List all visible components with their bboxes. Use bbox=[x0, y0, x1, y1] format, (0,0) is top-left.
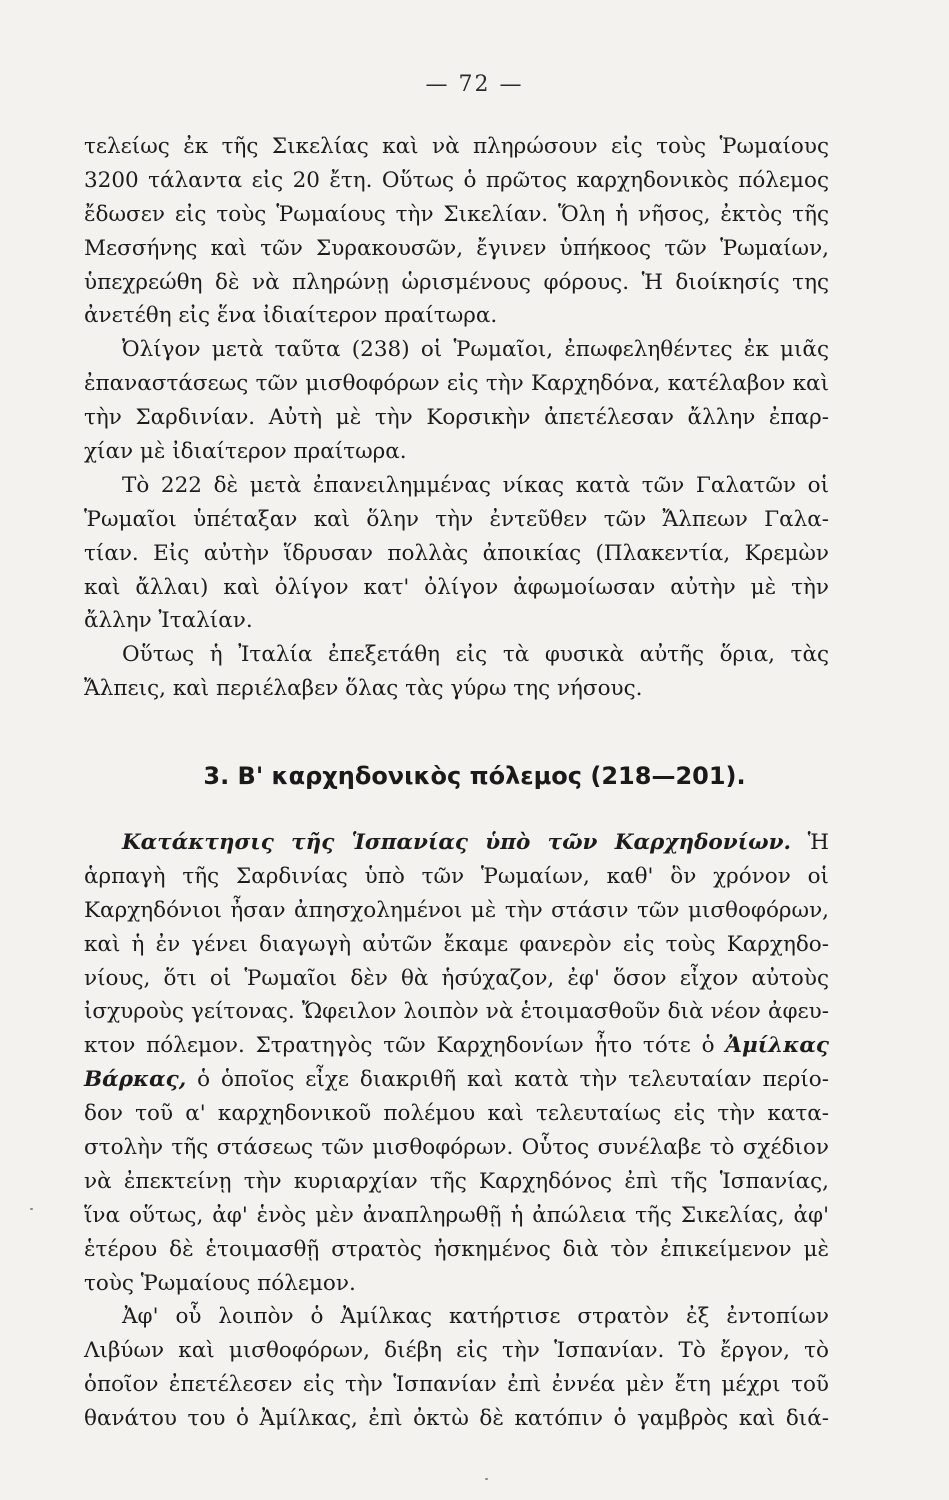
bottom-text-block bbox=[84, 826, 829, 1436]
paragraph-subtitle: Κατάκτησις τῆς Ἱσπανίας ὑπὸ τῶν Καρχηδονίων. bbox=[122, 830, 791, 855]
text-line: τελείως ἐκ τῆς Σικελίας καὶ νὰ πληρώσουν εἰς τοὺς Ῥωμαίους bbox=[84, 134, 829, 159]
text-line: ἀνετέθη εἰς ἕνα ἰδιαίτερον πραίτωρα. bbox=[84, 303, 498, 329]
top-text-block bbox=[84, 130, 829, 706]
text-line: Ῥωμαῖοι ὑπέταξαν καὶ ὅλην τὴν ἐντεῦθεν τῶν Ἄλπεων Γαλα- bbox=[84, 506, 829, 532]
text-line: Μεσσήνης καὶ τῶν Συρακουσῶν, ἔγινεν ὑπήκοος τῶν Ῥωμαίων, bbox=[84, 235, 829, 261]
text-line: Τὸ 222 δὲ μετὰ ἐπανειλημμένας νίκας κατὰ τῶν Γαλατῶν οἱ bbox=[122, 472, 829, 498]
text-line: τοὺς Ῥωμαίους πόλεμον. bbox=[84, 1270, 356, 1296]
text-line: νὰ ἐπεκτείνῃ τὴν κυριαρχίαν τῆς Καρχηδόνος ἐπὶ τῆς Ἱσπανίας, bbox=[84, 1168, 829, 1194]
text-line: καὶ ἄλλαι) καὶ ὀλίγον κατ' ὀλίγον ἀφωμοίωσαν αὐτὴν μὲ τὴν bbox=[84, 574, 829, 600]
text-line: ὑπεχρεώθη δὲ νὰ πληρώνῃ ὡρισμένους φόρους. Ἡ διοίκησίς της bbox=[84, 269, 829, 295]
text-line: δον τοῦ α' καρχηδονικοῦ πολέμου καὶ τελευταίως εἰς τὴν κατα- bbox=[84, 1101, 829, 1127]
text-fragment: ὁ ὁποῖος εἶχε διακριθῆ καὶ κατὰ τὴν τελευταίαν περίο- bbox=[197, 1067, 829, 1093]
subtitle-line bbox=[84, 826, 829, 860]
text-line: ἵνα οὕτως, ἀφ' ἑνὸς μὲν ἀναπληρωθῇ ἡ ἀπώλεια τῆς Σικελίας, ἀφ' bbox=[84, 1202, 829, 1228]
text-line: Λιβύων καὶ μισθοφόρων, διέβη εἰς τὴν Ἱσπανίαν. Τὸ ἔργον, τὸ bbox=[84, 1338, 829, 1364]
text-line: Ἀφ' οὗ λοιπὸν ὁ Ἀμίλκας κατήρτισε στρατὸν ἐξ ἐντοπίων bbox=[122, 1304, 829, 1330]
text-line: ἔδωσεν εἰς τοὺς Ῥωμαίους τὴν Σικελίαν. Ὅλη ἡ νῆσος, ἐκτὸς τῆς bbox=[84, 201, 829, 227]
text-line: 3200 τάλαντα εἰς 20 ἔτη. Οὕτως ὁ πρῶτος καρχηδονικὸς πόλεμος bbox=[84, 167, 829, 193]
text-line: Οὕτως ἡ Ἰταλία ἐπεξετάθη εἰς τὰ φυσικὰ αὐτῆς ὅρια, τὰς bbox=[122, 642, 829, 668]
text-fragment: Ἡ bbox=[807, 830, 829, 855]
text-line: ὁποῖον ἐπετέλεσεν εἰς τὴν Ἱσπανίαν ἐπὶ ἐννέα μὲν ἔτη μέχρι τοῦ bbox=[84, 1372, 829, 1398]
text-line: ἐπαναστάσεως τῶν μισθοφόρων εἰς τὴν Καρχηδόνα, κατέλαβον καὶ bbox=[84, 371, 829, 397]
text-line bbox=[84, 1029, 829, 1063]
print-speck bbox=[485, 1478, 488, 1480]
section-heading: 3. Β' καρχηδονικὸς πόλεμος (218—201). bbox=[203, 762, 746, 790]
text-line: ἰσχυροὺς γείτονας. Ὤφειλον λοιπὸν νὰ ἑτοιμασθοῦν διὰ νέον ἀφευ- bbox=[84, 999, 829, 1025]
text-line bbox=[84, 1063, 829, 1097]
text-line: Ὀλίγον μετὰ ταῦτα (238) οἱ Ῥωμαῖοι, ἐπωφεληθέντες ἐκ μιᾶς bbox=[122, 337, 829, 363]
page-number: — 72 — bbox=[425, 72, 524, 97]
text-fragment: κτον πόλεμον. Στρατηγὸς τῶν Καρχηδονίων ἦτο τότε ὁ bbox=[84, 1033, 715, 1059]
text-line: θανάτου του ὁ Ἀμίλκας, ἐπὶ ὀκτὼ δὲ κατόπιν ὁ γαμβρὸς καὶ διά- bbox=[84, 1406, 829, 1432]
text-line: στολὴν τῆς στάσεως τῶν μισθοφόρων. Οὗτος συνέλαβε τὸ σχέδιον bbox=[84, 1135, 829, 1161]
text-line: ἁρπαγὴ τῆς Σαρδινίας ὑπὸ τῶν Ῥωμαίων, καθ' ὃν χρόνον οἱ bbox=[84, 863, 829, 889]
print-speck bbox=[30, 1208, 33, 1210]
text-line: χίαν μὲ ἰδιαίτερον πραίτωρα. bbox=[84, 439, 407, 465]
text-line: καὶ ἡ ἐν γένει διαγωγὴ αὐτῶν ἔκαμε φανερὸν εἰς τοὺς Καρχηδο- bbox=[84, 931, 829, 957]
text-line: Ἄλπεις, καὶ περιέλαβεν ὅλας τὰς γύρω της νήσους. bbox=[84, 676, 643, 702]
emphasized-name: Βάρκας, bbox=[84, 1067, 187, 1093]
text-line: ἄλλην Ἰταλίαν. bbox=[84, 608, 253, 634]
text-line: ἑτέρου δὲ ἑτοιμασθῇ στρατὸς ἠσκημένος διὰ τὸν ἐπικείμενον μὲ bbox=[84, 1236, 829, 1262]
text-line: τὴν Σαρδινίαν. Αὐτὴ μὲ τὴν Κορσικὴν ἀπετέλεσαν ἄλλην ἐπαρ- bbox=[84, 405, 829, 431]
emphasized-name: Ἀμίλκας bbox=[725, 1033, 829, 1059]
text-line: νίους, ὅτι οἱ Ῥωμαῖοι δὲν θὰ ἡσύχαζον, ἐφ' ὅσον εἶχον αὐτοὺς bbox=[84, 965, 829, 991]
text-line: τίαν. Εἰς αὐτὴν ἵδρυσαν πολλὰς ἀποικίας (Πλακεντία, Κρεμὼν bbox=[84, 540, 829, 566]
text-line: Καρχηδόνιοι ἦσαν ἀπησχολημένοι μὲ τὴν στάσιν τῶν μισθοφόρων, bbox=[84, 897, 829, 923]
